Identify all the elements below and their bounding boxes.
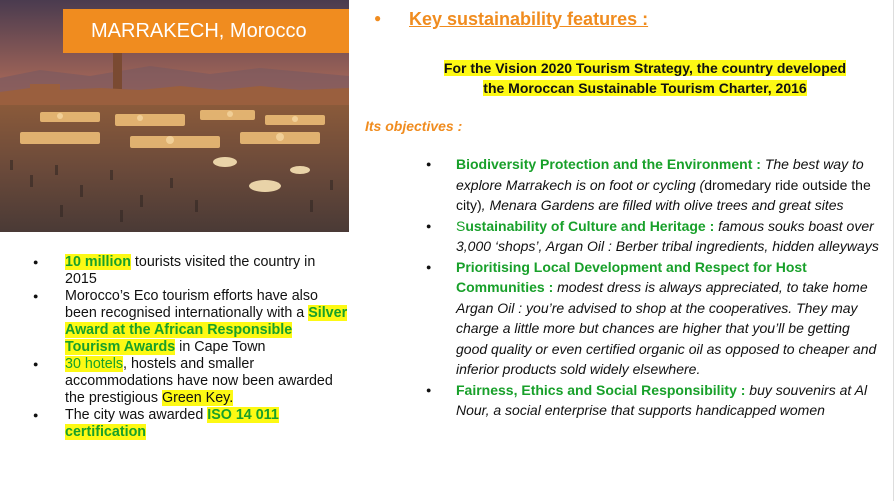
facts-list xyxy=(30,254,350,441)
objectives-list xyxy=(421,154,883,421)
list-item: ● Morocco’s Eco tourism efforts have also been recognised internationally with a Silver Award at the African Responsible Tourism Awards in Cape Town xyxy=(30,288,350,356)
list-item: ● The city was awarded ISO 14 011 certification xyxy=(30,407,350,441)
list-item: ● Fairness, Ethics and Social Responsibility : buy souvenirs at Al Nour, a social enterprise that supports handicapped women xyxy=(421,380,883,421)
list-item: ● Biodiversity Protection and the Environment : The best way to explore Marrakech is on foot or cycling (dromedary ride outside the city), Menara Gardens are filled with olive trees and great sites xyxy=(421,154,883,216)
vision-statement: For the Vision 2020 Tourism Strategy, the country developed the Moroccan Sustainable Tourism Charter, 2016 xyxy=(443,60,847,96)
page-title: MARRAKECH, Morocco xyxy=(63,9,349,53)
list-item: ● 10 million tourists visited the country in 2015 xyxy=(30,254,350,288)
list-item: ● Prioritising Local Development and Respect for Host Communities : modest dress is always appreciated, to take home Argan Oil : you’re advised to shop at the cooperatives. They may charge a little more but chances are higher that you’ll be getting good quality or even certified organic oil as opposed to cheaper and inferior products sold widely elsewhere. xyxy=(421,257,883,380)
list-item: ● Sustainability of Culture and Heritage : famous souks boast over 3,000 ‘shops’, Argan Oil : Berber tribal ingredients, hidden alleyways xyxy=(421,216,883,257)
objectives-label: Its objectives : xyxy=(365,118,463,134)
section-bullet: ● xyxy=(374,11,382,25)
section-title: Key sustainability features : xyxy=(409,9,649,29)
list-item: ● 30 hotels, hostels and smaller accommodations have now been awarded the prestigious Green Key. xyxy=(30,356,350,407)
